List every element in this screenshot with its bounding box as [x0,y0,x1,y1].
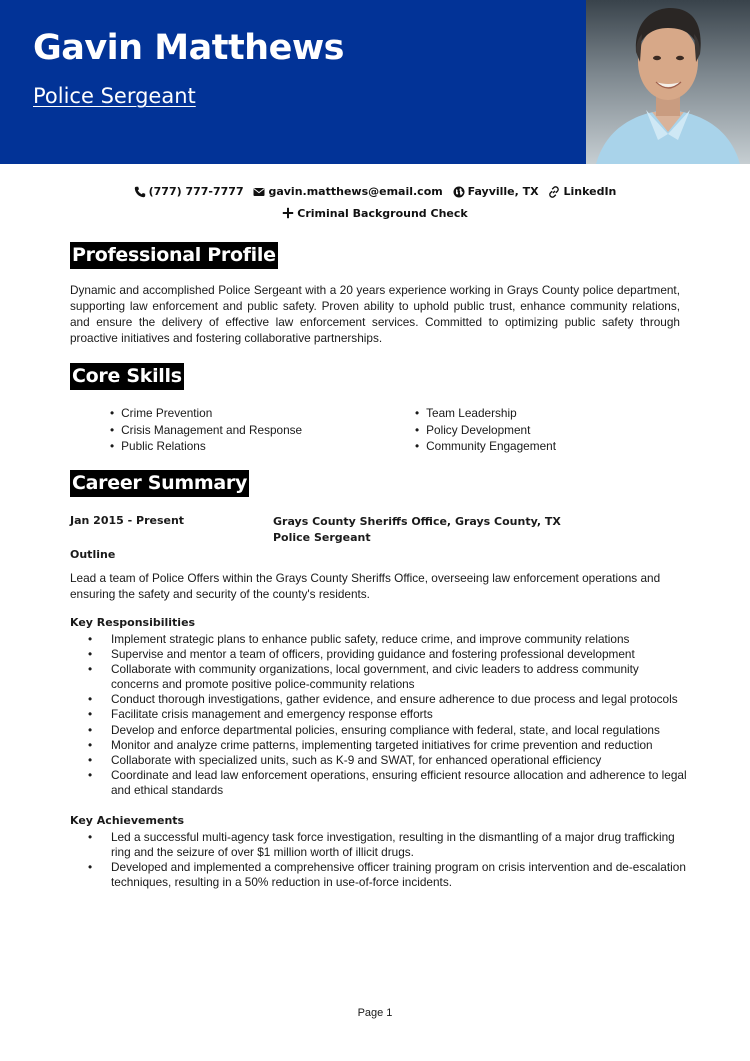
skills-column-2 [415,405,556,455]
candidate-role: Police Sergeant [33,84,196,108]
job-company-name: Grays County Sheriffs Office, Grays County, TX [273,515,561,528]
section-title-profile: Professional Profile [70,242,278,269]
skill-item: • Crisis Management and Response [110,422,302,439]
contact-linkedin[interactable] [548,182,616,201]
list-item: • Coordinate and lead law enforcement operations, ensuring efficient resource allocation and adherence to legal and ethical standards [88,768,688,798]
list-item: • Supervise and mentor a team of officers, providing guidance and fostering professional development [88,647,688,662]
email-text: gavin.matthews@email.com [268,185,443,198]
job-position: Police Sergeant [273,530,371,544]
link-icon [548,186,560,198]
job-date: Jan 2015 - Present [70,514,185,527]
achievements-list [88,830,688,890]
contact-line-2 [0,204,750,226]
section-title-skills: Core Skills [70,363,184,390]
responsibilities-label: Key Responsibilities [70,616,196,629]
contact-location [453,182,539,201]
section-title-career: Career Summary [70,470,249,497]
linkedin-text: LinkedIn [563,185,617,198]
profile-text: Dynamic and accomplished Police Sergeant with a 20 years experience working in Grays County police department, supporting law enforcement and public safety. Proven ability to uphold public trust, enhance community relations, and ensure the delivery of effective law enforcement services. Committed to optimizing public safety through proactive initiatives and fostering collaborative partnerships. [70,283,680,345]
candidate-name: Gavin Matthews [33,28,344,68]
list-item: • Conduct thorough investigations, gather evidence, and ensure adherence to due process and legal protocols [88,692,688,707]
page-number: Page 1 [357,1007,393,1019]
list-item: • Develop and enforce departmental policies, ensuring compliance with federal, state, and local regulations [88,723,688,738]
list-item: • Led a successful multi-agency task force investigation, resulting in the dismantling of a major drug trafficking ring and the seizure of over $1 million worth of illicit drugs. [88,830,688,860]
list-item: • Collaborate with community organizations, local government, and civic leaders to address community concerns and promote positive police-community relations [88,662,688,692]
phone-text: (777) 777-7777 [148,185,244,198]
list-item: • Implement strategic plans to enhance public safety, reduce crime, and improve community relations [88,632,688,647]
phone-icon [134,186,146,198]
contact-phone[interactable] [134,182,244,201]
contact-background-check [282,204,467,223]
list-item: • Monitor and analyze crime patterns, implementing targeted initiatives for crime prevention and reduction [88,738,688,753]
skill-item: • Crime Prevention [110,405,302,422]
contact-email[interactable] [253,182,442,201]
list-item: • Developed and implemented a comprehensive officer training program on crisis intervention and de-escalation techniques, resulting in a 50% reduction in use-of-force incidents. [88,860,688,890]
skill-item: • Community Engagement [415,438,556,455]
job-employer [273,514,561,545]
skills-column-1 [110,405,302,455]
skill-item: • Policy Development [415,422,556,439]
list-item: • Facilitate crisis management and emergency response efforts [88,707,688,722]
background-check-text: Criminal Background Check [297,206,468,220]
plus-icon [282,207,294,219]
contact-bar [0,182,750,225]
contact-line-1 [0,182,750,204]
responsibilities-list [88,632,688,798]
outline-label: Outline [70,548,116,561]
list-item: • Collaborate with specialized units, such as K-9 and SWAT, for enhanced operational efficiency [88,753,688,768]
skill-item: • Team Leadership [415,405,556,422]
portrait-illustration [586,0,750,164]
globe-icon [453,186,465,198]
profile-photo [586,0,750,164]
envelope-icon [253,186,265,198]
outline-text: Lead a team of Police Offers within the Grays County Sheriffs Office, overseeing law enforcement operations and ensuring the safety and security of the county's residents. [70,571,661,601]
location-text: Fayville, TX [467,185,539,198]
skill-item: • Public Relations [110,438,302,455]
achievements-label: Key Achievements [70,814,185,827]
